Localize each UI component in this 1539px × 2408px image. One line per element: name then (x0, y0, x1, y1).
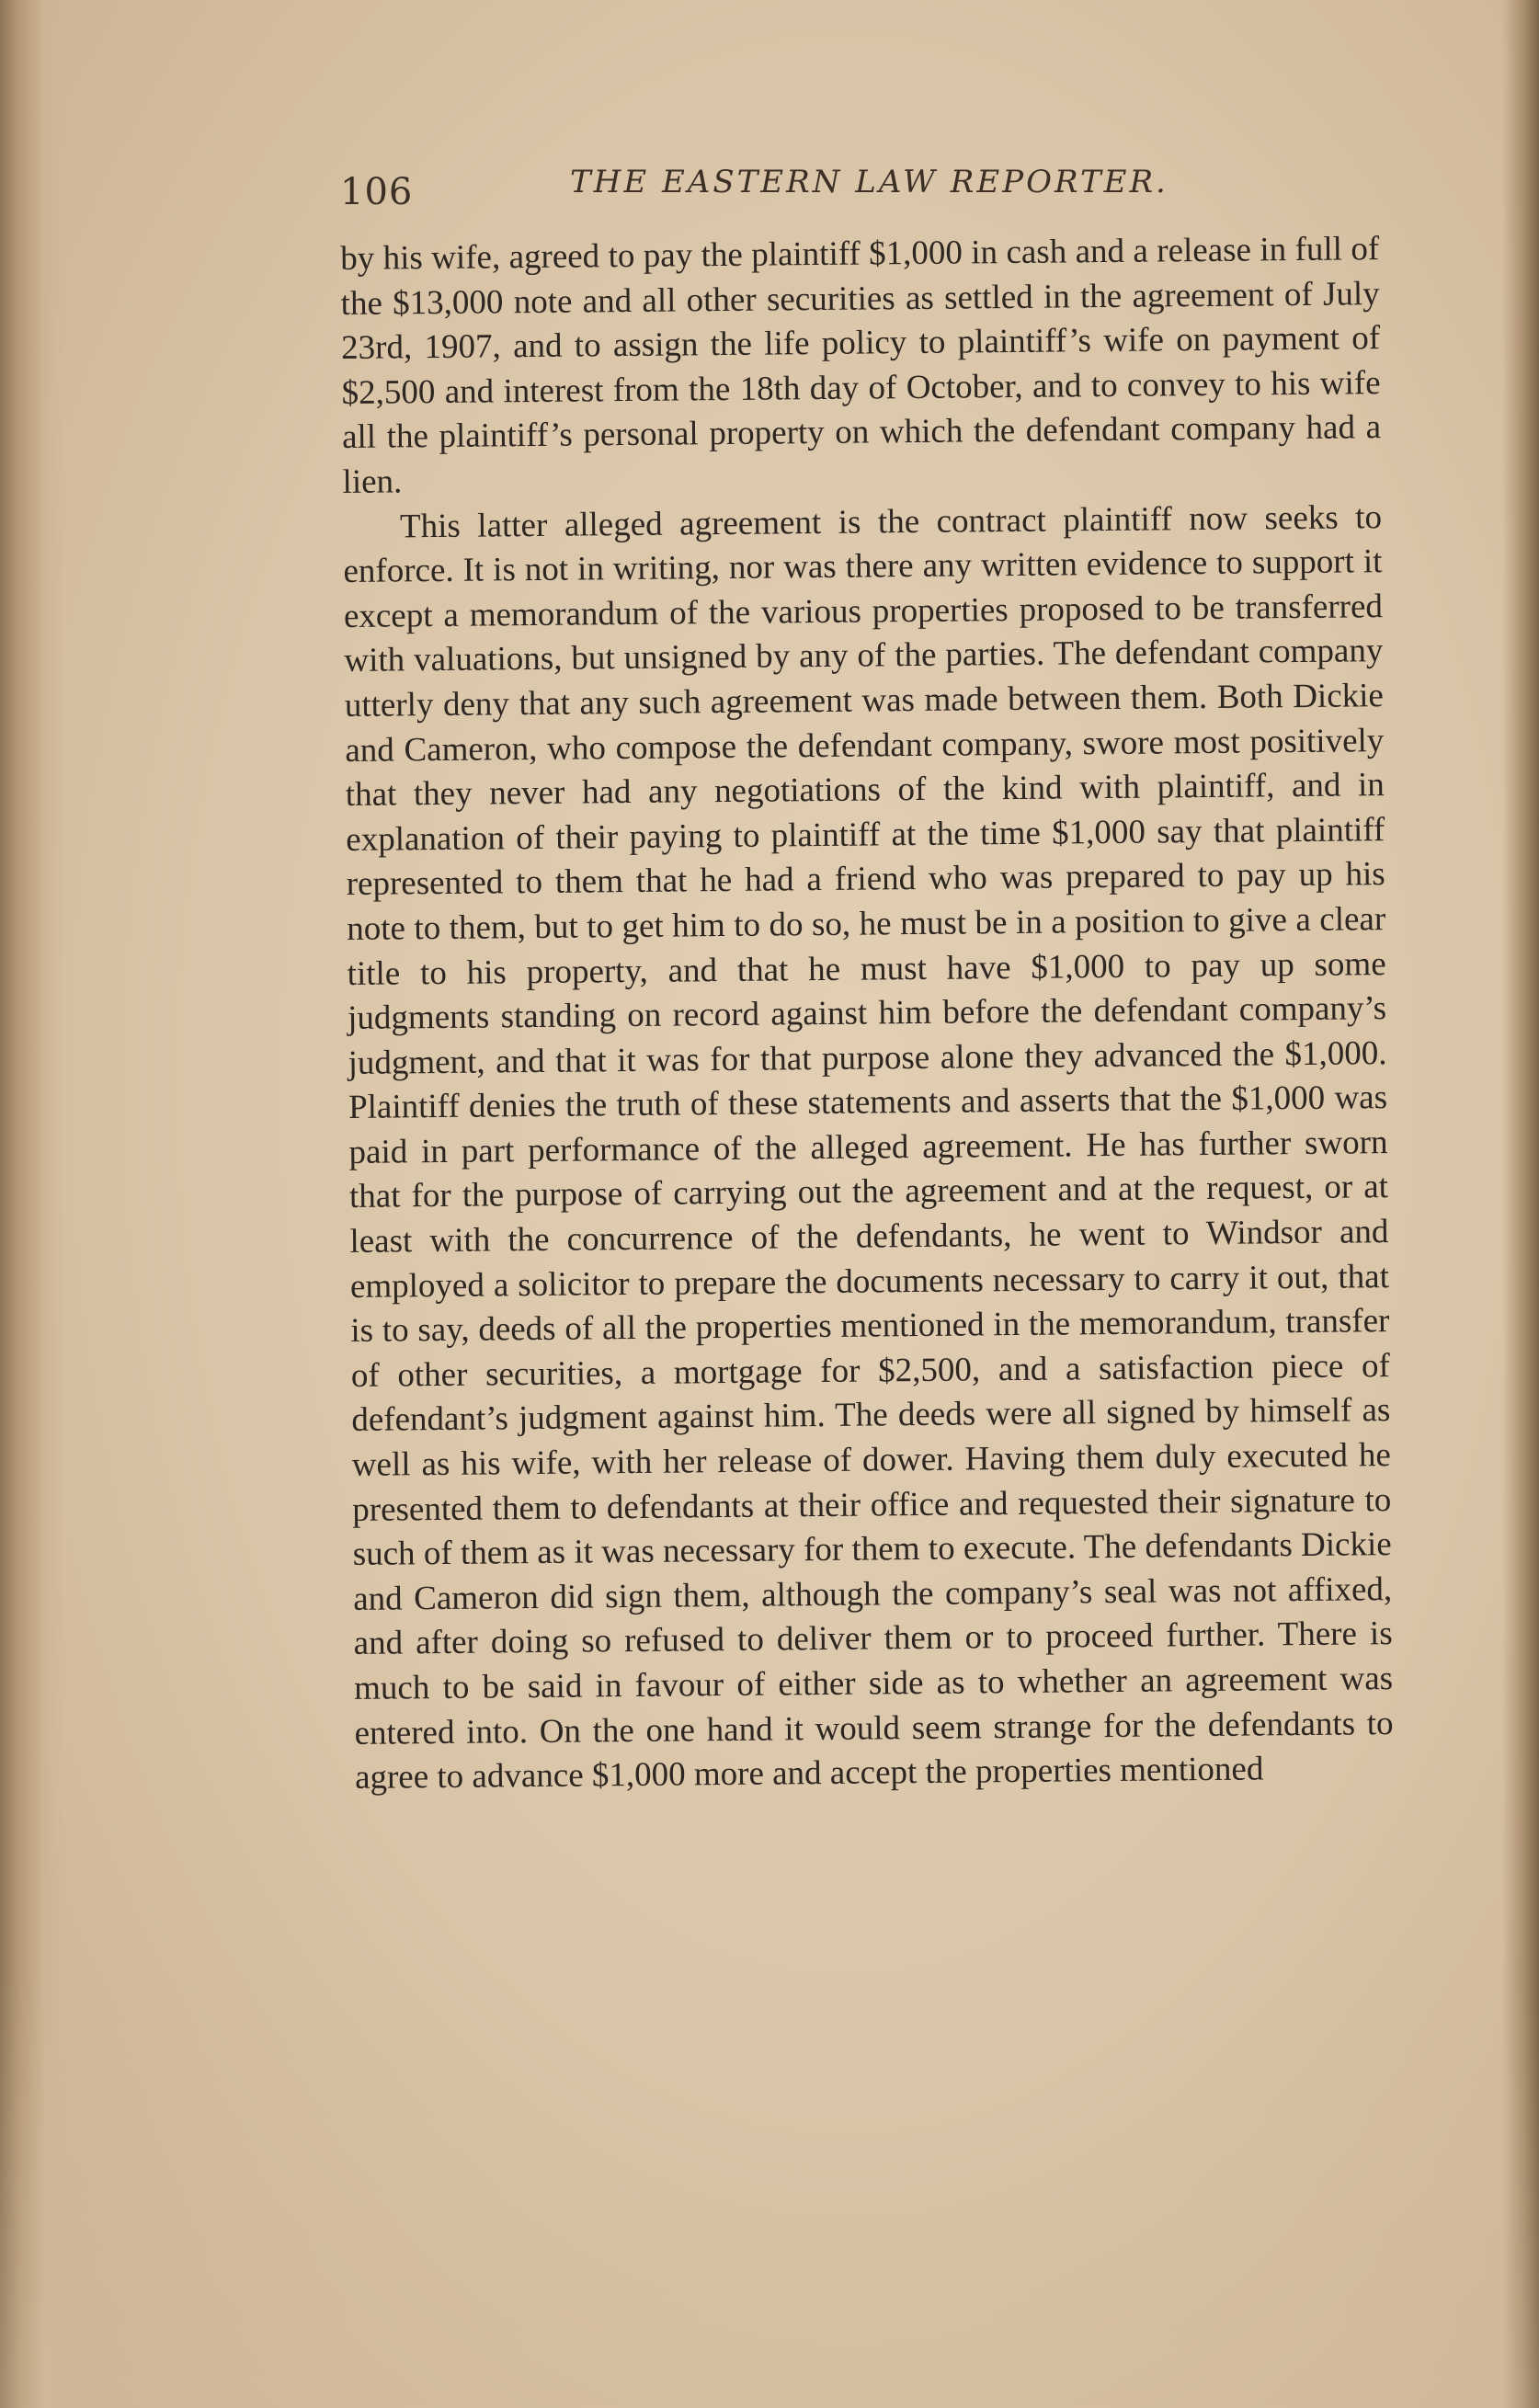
page-number: 106 (340, 171, 414, 213)
page-shading (0, 1977, 1539, 2408)
body-text (340, 227, 1394, 1801)
paragraph-2: This latter alleged agreement is the contract plaintiff now seeks to enforce. It is not in writing, nor was there any written evidence to support it except a memorandum of the various properties proposed to be transferred with valuations, but unsigned by any of the parties. The defendant company utterly deny that any such agreement was made between them. Both Dickie and Cameron, who compose the defendant company, swore most positively that they never had any negotiations of the kind with plaintiff, and in explanation of their paying to plaintiff at the time $1,000 say that plaintiff represented to them that he had a friend who was prepared to pay up his note to them, but to get him to do so, he must be in a position to give a clear title to his property, and that he must have $1,000 to pay up some judgments standing on record against him before the defendant company’s judgment, and that it was for that purpose alone they advanced the $1,000. Plaintiff denies the truth of these statements and asserts that the $1,000 was paid in part performance of the alleged agreement. He has further sworn that for the purpose of carrying out the agreement and at the request, or at least with the concurrence of the defendants, he went to Windsor and employed a solicitor to prepare the documents necessary to carry it out, that is to say, deeds of all the properties mentioned in the memorandum, transfer of other securities, a mortgage for $2,500, and a satisfaction piece of defendant’s judgment against him. The deeds were all signed by himself as well as his wife, with her release of dower. Having them duly executed he presented them to defendants at their office and requested their signature to such of them as it was necessary for them to execute. The defendants Dickie and Cameron did sign them, although the company’s seal was not affixed, and after doing so refused to deliver them or to proceed further. There is much to be said in favour of either side as to whether an agreement was entered into. On the one hand it would seem strange for the defendants to agree to advance $1,000 more and accept the properties mentioned (343, 497, 1394, 1797)
paragraph-1: by his wife, agreed to pay the plaintiff $1,000 in cash and a release in full of the $13,000 note and all other securities as settled in the agreement of July 23rd, 1907, and to assign the life policy to plaintiff’s wife on payment of $2,500 and interest from the 18th day of October, and to convey to his wife all the plaintiff’s personal property on which the defendant company had a lien. (340, 230, 1382, 501)
book-binding-edge (0, 0, 64, 2408)
page-header (340, 164, 1397, 219)
page-right-edge (1502, 0, 1539, 2408)
running-head: THE EASTERN LAW REPORTER. (570, 164, 1168, 200)
